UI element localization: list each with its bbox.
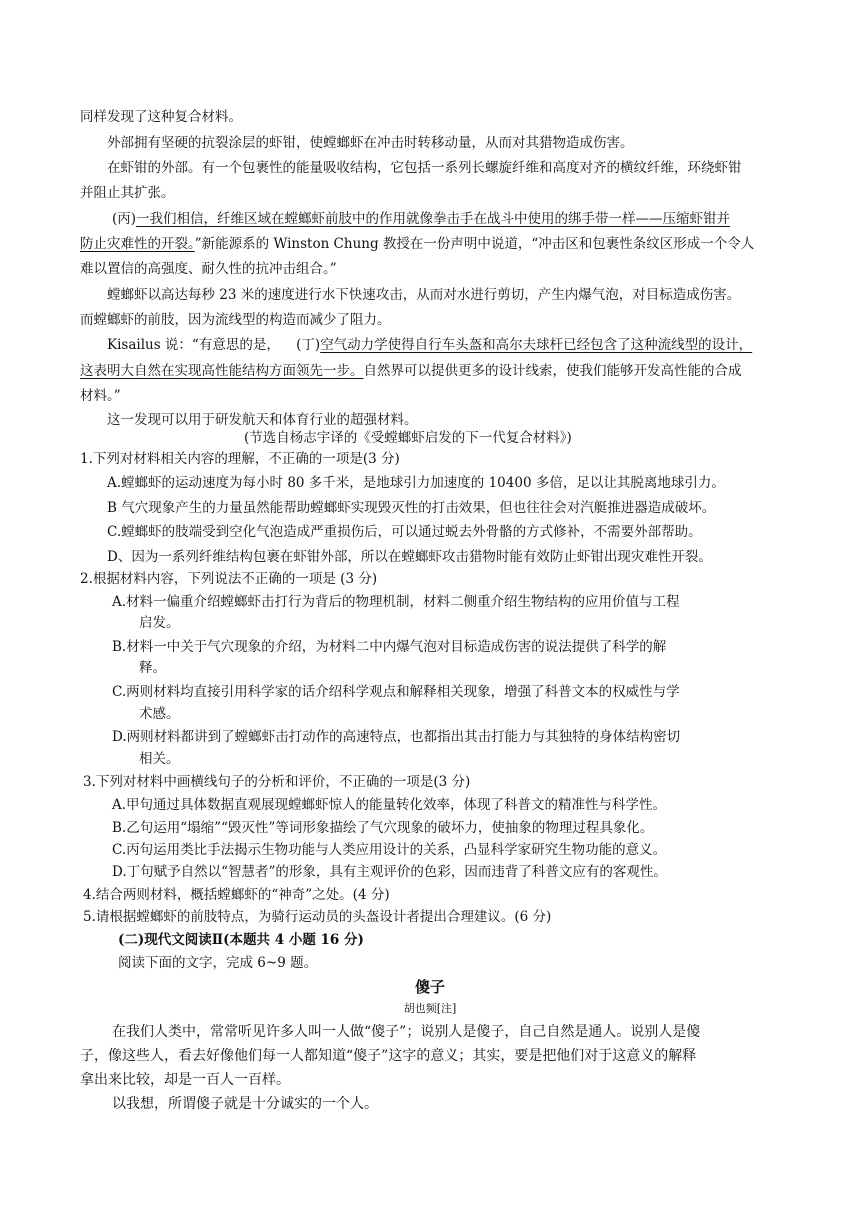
question-2-stem: 2.根据材料内容，下列说法不正确的一项是 (3 分): [80, 571, 378, 587]
question-3-option-c: C.丙句运用类比手法揭示生物功能与人类应用设计的关系，凸显科学家研究生物功能的意义。: [112, 842, 667, 858]
passage-line: 在我们人类中，常常听见许多人叫一人做“傻子”；说别人是傻子，自己自然是通人。说别人是傻: [112, 1024, 701, 1040]
passage-author: [0, 999, 860, 1019]
question-2-option-a: A.材料一偏重介绍螳螂虾击打行为背后的物理机制，材料二侧重介绍生物结构的应用价值与工程: [112, 594, 680, 610]
paragraph-line: 在虾钳的外部。有一个包裹性的能量吸收结构，它包括一系列长螺旋纤维和高度对齐的横纹纤维，环绕虾钳: [107, 160, 742, 176]
question-5: 5.请根据螳螂虾的前肢特点，为骑行运动员的头盔设计者提出合理建议。(6 分): [83, 909, 552, 925]
quote-lead: Kisailus 说：“有意思的是，: [107, 337, 280, 353]
passage-line: 子，像这些人，看去好像他们每一人都知道“傻子”这字的意义；其实，要是把他们对于这意义的解释: [80, 1048, 697, 1064]
paragraph-line: 螳螂虾以高达每秒 23 米的速度进行水下快速攻击，从而对水进行剪切，产生内爆气泡，对目标造成伤害。: [107, 287, 741, 303]
underlined-sentence-ding-end: 这表明大自然在实现高性能结构方面领先一步。: [80, 363, 364, 379]
question-2-option-a-cont: 启发。: [139, 615, 180, 631]
question-1-option-b: B 气穴现象产生的力量虽然能帮助螳螂虾实现毁灭性的打击效果，但也往往会对汽艇推进器造成破坏。: [107, 500, 716, 516]
question-3-option-a: A.甲句通过具体数据直观展现螳螂虾惊人的能量转化效率，体现了科普文的精准性与科学性。: [112, 797, 667, 813]
question-1-option-a: A.螳螂虾的运动速度为每小时 80 多千米，是地球引力加速度的 10400 多倍，足以让其脱离地球引力。: [107, 475, 725, 491]
paragraph-line: 同样发现了这种复合材料。: [80, 109, 242, 125]
sentence-marker-bing: (丙): [112, 211, 137, 227]
quote-text: ”新能源系的 Winston Chung 教授在一份声明中说道，“冲击区和包裹性条纹区形成一个令人: [194, 236, 755, 252]
question-1-option-d: D、因为一系列纤维结构包裹在虾钳外部，所以在螳螂虾攻击猎物时能有效防止虾钳出现灾难性开裂。: [107, 549, 712, 565]
question-1-option-c: C.螳螂虾的肢端受到空化气泡造成严重损伤后，可以通过蜕去外骨骼的方式修补，不需要外部帮助。: [107, 524, 702, 540]
passage-author-text: 胡也频[注]: [403, 1002, 457, 1015]
passage-line: 拿出来比较，却是一百人一百样。: [80, 1072, 290, 1088]
paragraph-line: 难以置信的高强度、耐久性的抗冲击组合。”: [80, 261, 337, 277]
paragraph-line: [80, 361, 742, 381]
question-4: 4.结合两则材料，概括螳螂虾的“神奇”之处。(4 分): [83, 887, 390, 903]
question-2-option-b: B.材料一中关于气穴现象的介绍，为材料二中内爆气泡对目标造成伤害的说法提供了科学的解: [112, 639, 667, 655]
paragraph-line-bing: [112, 209, 730, 229]
section-heading: (二)现代文阅读Ⅱ(本题共 4 小题 16 分): [118, 932, 364, 948]
paragraph-line: 并阻止其扩张。: [80, 185, 175, 201]
paragraph-line: 而螳螂虾的前肢，因为流线型的构造而减少了阻力。: [80, 312, 391, 328]
question-3-option-b: B.乙句运用“塌缩”“毁灭性”等词形象描绘了气穴现象的破坏力，使抽象的物理过程具象化。: [112, 820, 654, 836]
underlined-sentence-ding: 空气动力学使得自行车头盔和高尔夫球杆已经包含了这种流线型的设计，: [320, 337, 753, 353]
question-2-option-d: D.两则材料都讲到了螳螂虾击打动作的高速特点，也都指出其击打能力与其独特的身体结构密切: [112, 729, 681, 745]
sentence-marker-ding: (丁): [296, 337, 321, 353]
underlined-sentence-bing-end: 防止灾难性的开裂。: [80, 236, 195, 252]
paragraph-line: [80, 234, 754, 254]
paragraph-line: 材料。”: [80, 388, 121, 404]
passage-title: [0, 977, 860, 997]
passage-title-text: 傻子: [414, 978, 445, 996]
question-2-option-c-cont: 术感。: [139, 706, 180, 722]
quote-text: 自然界可以提供更多的设计线索，使我们能够开发高性能的合成: [363, 363, 742, 379]
question-2-option-b-cont: 释。: [139, 660, 166, 676]
paragraph-line-ding: [107, 335, 752, 355]
source-citation: (节选自杨志宇译的《受螳螂虾启发的下一代复合材料》): [244, 430, 572, 446]
passage-line: 以我想，所谓傻子就是十分诚实的一个人。: [112, 1096, 378, 1112]
question-3-stem: 3.下列对材料中画横线句子的分析和评价，不正确的一项是(3 分): [83, 774, 471, 790]
question-3-option-d: D.丁句赋予自然以“智慧者”的形象，具有主观评价的色彩，因而违背了科普文应有的客观性。: [112, 864, 667, 880]
paragraph-line: 外部拥有坚硬的抗裂涂层的虾钳，使螳螂虾在冲击时转移动量，从而对其猎物造成伤害。: [107, 135, 634, 151]
underlined-sentence-bing: 一我们相信，纤维区域在螳螂虾前肢中的作用就像拳击手在战斗中使用的绑手带一样——压缩虾钳并: [136, 211, 731, 227]
question-2-option-c: C.两则材料均直接引用科学家的话介绍科学观点和解释相关现象，增强了科普文本的权威性与学: [112, 684, 680, 700]
paragraph-line: 这一发现可以用于研发航天和体育行业的超强材料。: [107, 412, 418, 428]
section-instruction: 阅读下面的文字，完成 6~9 题。: [118, 955, 318, 971]
question-1-stem: 1.下列对材料相关内容的理解，不正确的一项是(3 分): [80, 451, 400, 467]
question-2-option-d-cont: 相关。: [139, 751, 180, 767]
